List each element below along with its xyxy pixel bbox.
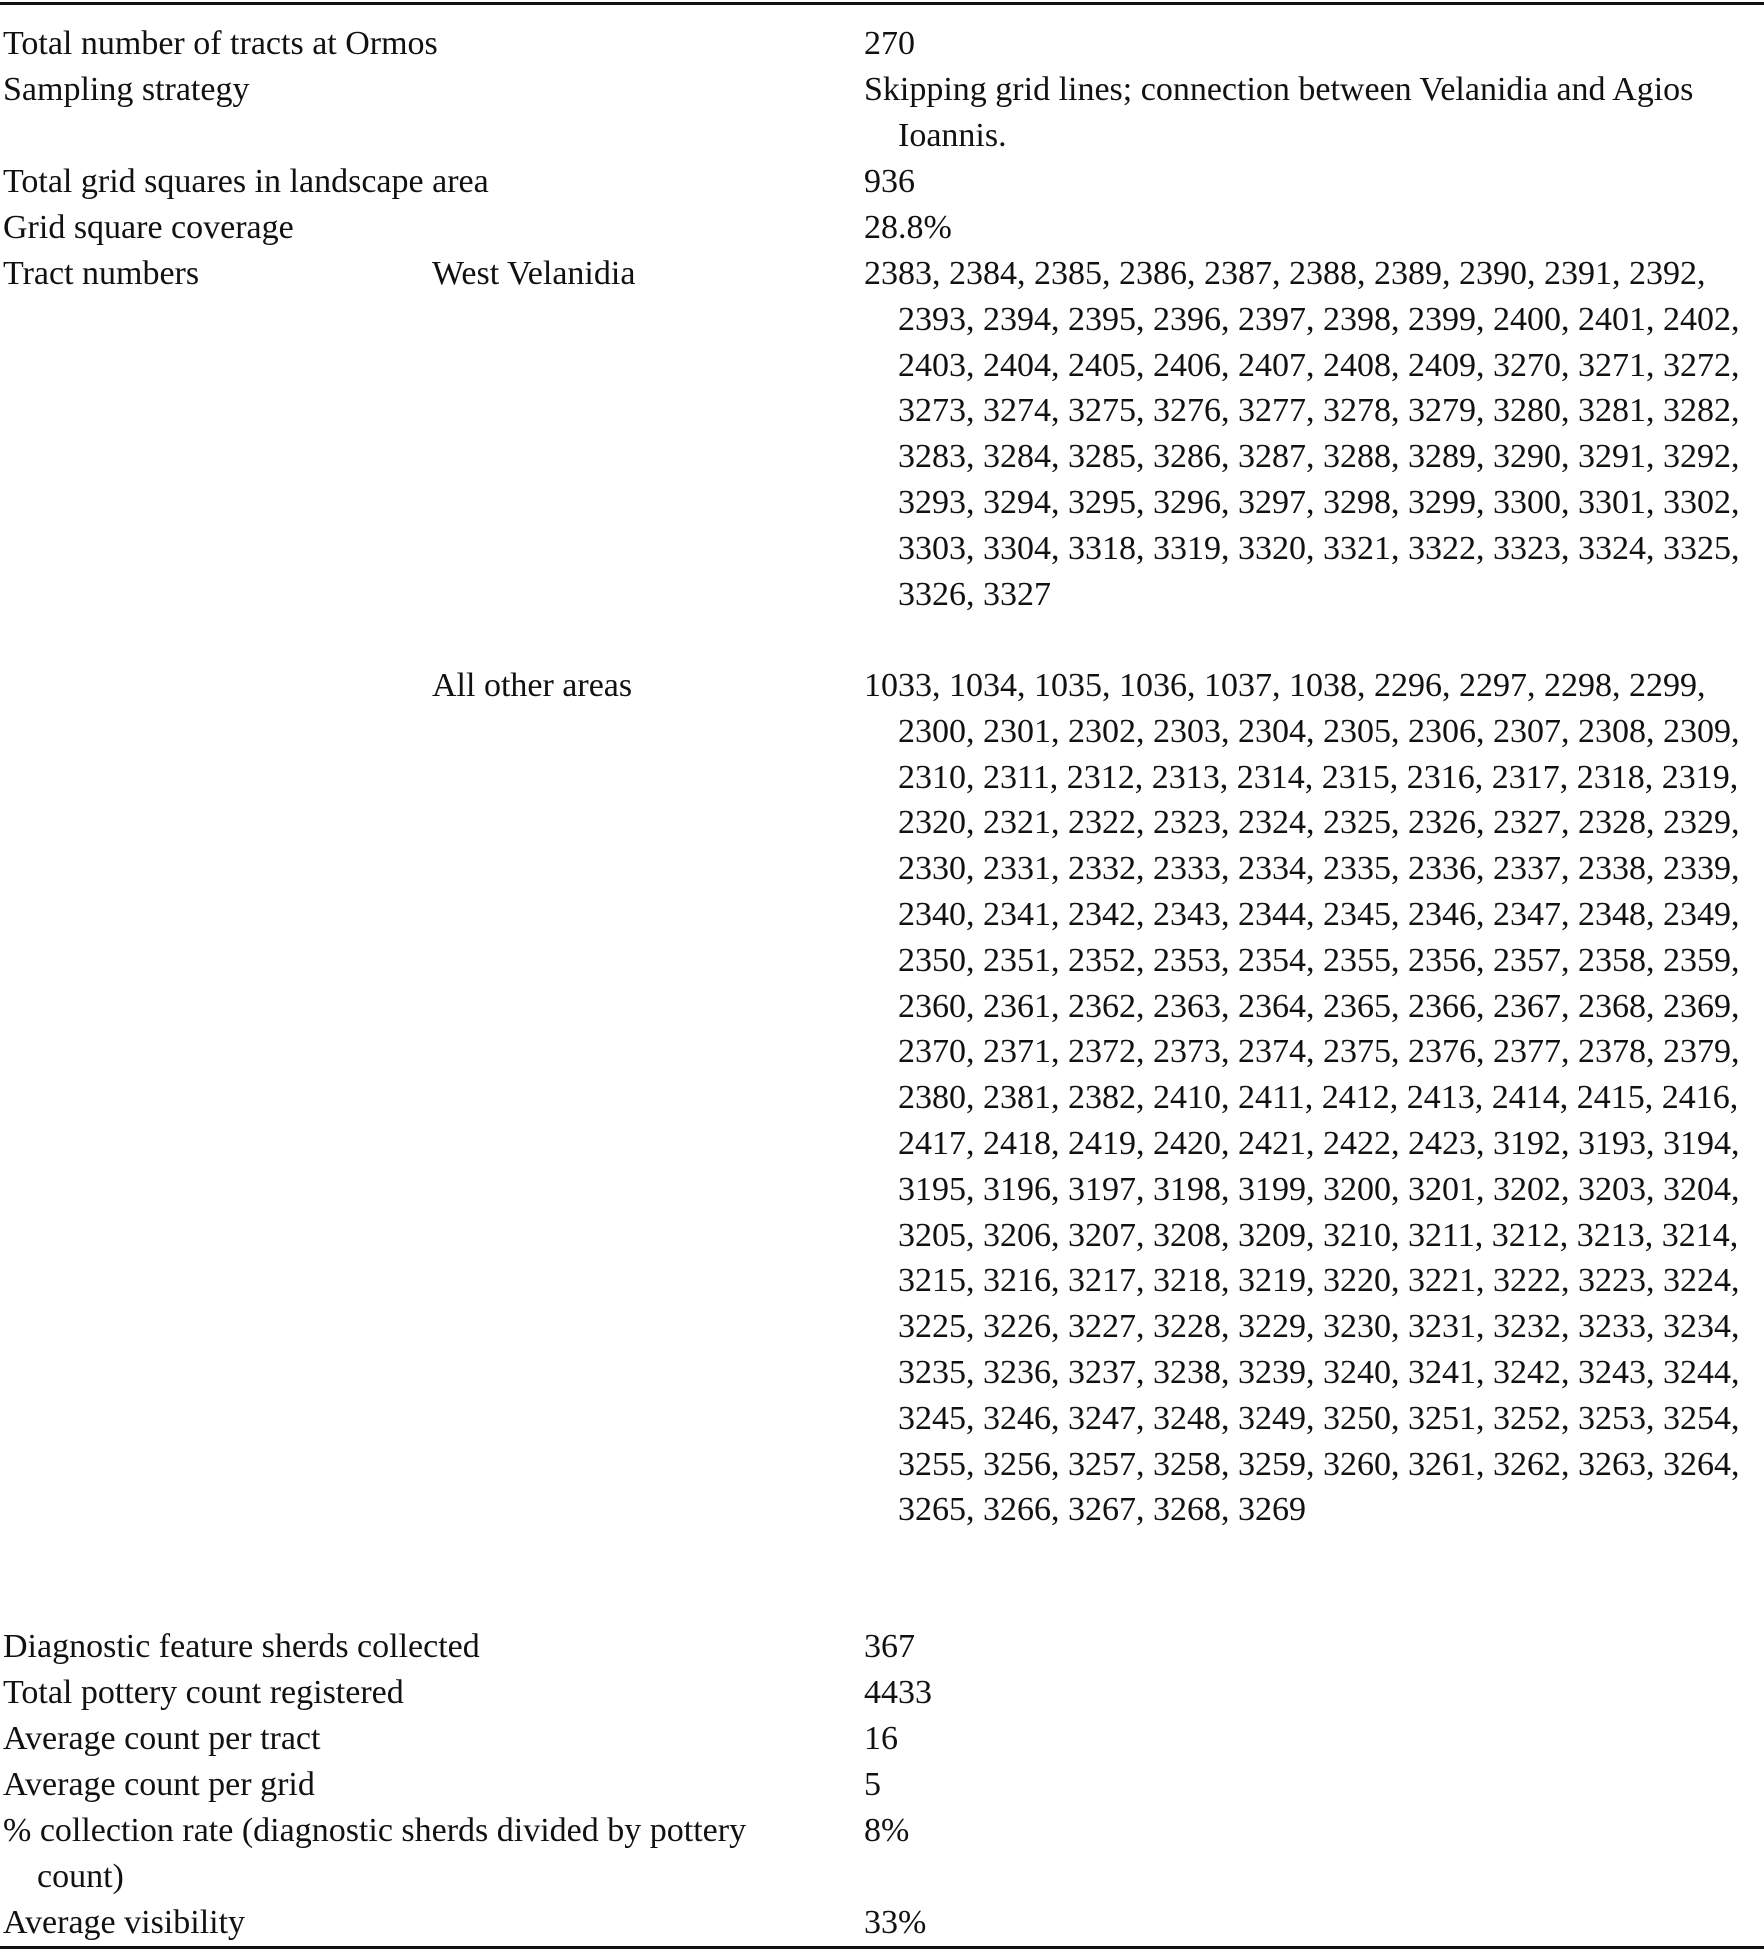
row-value: 367	[864, 1628, 915, 1665]
row-value: 16	[864, 1720, 898, 1757]
row-label: Total pottery count registered	[3, 1674, 404, 1711]
row-label: Grid square coverage	[3, 209, 294, 246]
row-sublabel: All other areas	[432, 667, 633, 704]
row-label: % collection rate (diagnostic sherds divided by pottery count)	[3, 1812, 747, 1895]
bottom-rule	[0, 1946, 1764, 1949]
row-value: 2383, 2384, 2385, 2386, 2387, 2388, 2389, 2390, 2391, 2392, 2393, 2394, 2395, 2396, 2397, 2398, 2399, 2400, 2401, 2402, 2403, 2404, 2405, 2406, 2407, 2408, 2409, 3270, 3271, 3272, 3273, 3274, 3275, 3276, 3277, 3278, 3279, 3280, 3281, 3282, 3283, 3284, 3285, 3286, 3287, 3288, 3289, 3290, 3291, 3292, 3293, 3294, 3295, 3296, 3297, 3298, 3299, 3300, 3301, 3302, 3303, 3304, 3318, 3319, 3320, 3321, 3322, 3323, 3324, 3325, 3326, 3327	[864, 255, 1740, 613]
row-label: Diagnostic feature sherds collected	[3, 1628, 480, 1665]
row-value: 8%	[864, 1812, 910, 1849]
row-label: Tract numbers	[3, 255, 200, 292]
top-rule	[0, 2, 1764, 5]
row-value: 4433	[864, 1674, 932, 1711]
row-label: Average visibility	[3, 1904, 246, 1941]
row-label: Total grid squares in landscape area	[3, 163, 489, 200]
row-value: 1033, 1034, 1035, 1036, 1037, 1038, 2296, 2297, 2298, 2299, 2300, 2301, 2302, 2303, 2304, 2305, 2306, 2307, 2308, 2309, 2310, 2311, 2312, 2313, 2314, 2315, 2316, 2317, 2318, 2319, 2320, 2321, 2322, 2323, 2324, 2325, 2326, 2327, 2328, 2329, 2330, 2331, 2332, 2333, 2334, 2335, 2336, 2337, 2338, 2339, 2340, 2341, 2342, 2343, 2344, 2345, 2346, 2347, 2348, 2349, 2350, 2351, 2352, 2353, 2354, 2355, 2356, 2357, 2358, 2359, 2360, 2361, 2362, 2363, 2364, 2365, 2366, 2367, 2368, 2369, 2370, 2371, 2372, 2373, 2374, 2375, 2376, 2377, 2378, 2379, 2380, 2381, 2382, 2410, 2411, 2412, 2413, 2414, 2415, 2416, 2417, 2418, 2419, 2420, 2421, 2422, 2423, 3192, 3193, 3194, 3195, 3196, 3197, 3198, 3199, 3200, 3201, 3202, 3203, 3204, 3205, 3206, 3207, 3208, 3209, 3210, 3211, 3212, 3213, 3214, 3215, 3216, 3217, 3218, 3219, 3220, 3221, 3222, 3223, 3224, 3225, 3226, 3227, 3228, 3229, 3230, 3231, 3232, 3233, 3234, 3235, 3236, 3237, 3238, 3239, 3240, 3241, 3242, 3243, 3244, 3245, 3246, 3247, 3248, 3249, 3250, 3251, 3252, 3253, 3254, 3255, 3256, 3257, 3258, 3259, 3260, 3261, 3262, 3263, 3264, 3265, 3266, 3267, 3268, 3269	[864, 667, 1740, 1529]
row-value: 28.8%	[864, 209, 952, 246]
row-sublabel: West Velanidia	[432, 255, 636, 292]
row-value: 936	[864, 163, 915, 200]
row-label: Average count per grid	[3, 1766, 315, 1803]
row-value: 5	[864, 1766, 881, 1803]
row-label: Total number of tracts at Ormos	[3, 25, 438, 62]
row-value: Skipping grid lines; connection between Velanidia and Agios Ioannis.	[864, 71, 1694, 154]
row-value: 33%	[864, 1904, 927, 1941]
row-value: 270	[864, 25, 915, 62]
row-label: Average count per tract	[3, 1720, 321, 1757]
row-label: Sampling strategy	[3, 71, 250, 108]
